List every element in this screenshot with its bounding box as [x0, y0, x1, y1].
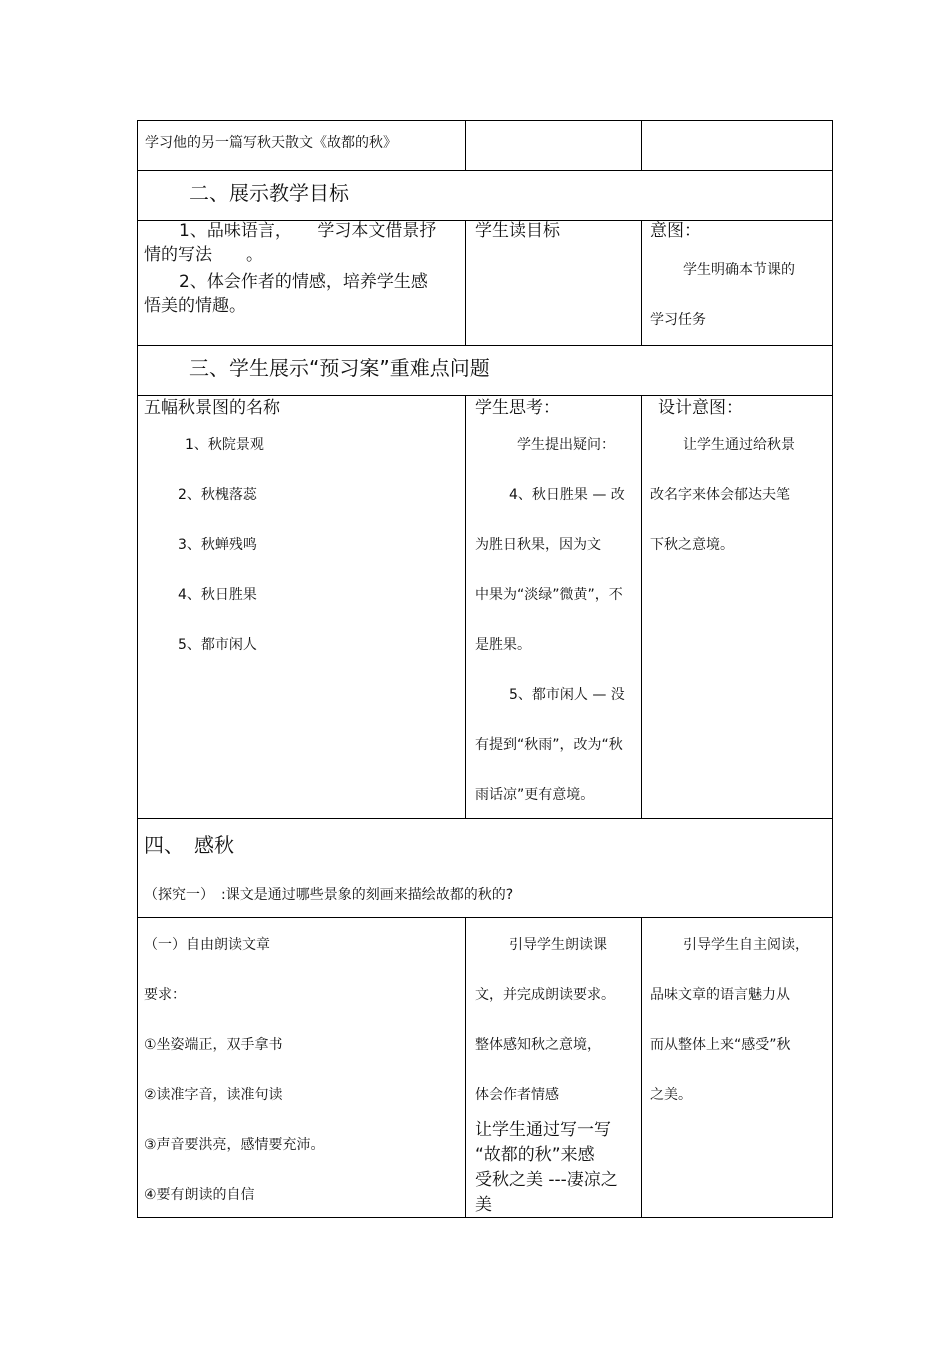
- student-thinking-line: 学生提出疑问：: [517, 437, 615, 453]
- landscape-item: 3、秋蝉残鸣: [178, 537, 257, 553]
- writing-task-line: 受秋之美 ---凄凉之: [475, 1170, 618, 1190]
- student-thinking-title: 学生思考：: [475, 398, 560, 418]
- student-read-goals: 学生读目标: [475, 221, 560, 241]
- guide-line: 体会作者情感: [475, 1087, 559, 1103]
- rule-left: [137, 120, 138, 1218]
- divider-b-sec2: [641, 220, 642, 346]
- reading-step: 要求：: [144, 987, 186, 1003]
- divider-a-row1: [465, 120, 466, 171]
- student-thinking-line: 中果为“淡绿”微黄”，不: [475, 587, 623, 603]
- student-thinking-line: 为胜日秋果，因为文: [475, 537, 601, 553]
- landscape-item: 1、秋院景观: [185, 437, 264, 453]
- intent-title: 意图：: [650, 221, 701, 241]
- guide-line: 整体感知秋之意境，: [475, 1037, 601, 1053]
- intent-line2: 学习任务: [650, 312, 706, 328]
- design-intent-line: 改名字来体会郁达夫笔: [650, 487, 790, 503]
- goal1-line2: 情的写法 。: [144, 245, 263, 265]
- rule-bottom: [137, 1217, 833, 1218]
- rule-sec3-title-bottom: [137, 395, 833, 396]
- divider-b-sec3: [641, 395, 642, 819]
- lesson-plan-table: [137, 120, 833, 1218]
- self-reading-line: 而从整体上来“感受”秋: [650, 1037, 791, 1053]
- row1-text: 学习他的另一篇写秋天散文《故都的秋》: [145, 135, 397, 151]
- self-reading-line: 品味文章的语言魅力从: [650, 987, 790, 1003]
- inquiry-question: （探究一） :课文是通过哪些景象的刻画来描绘故都的秋的?: [144, 887, 514, 903]
- landscape-names-title: 五幅秋景图的名称: [144, 398, 280, 418]
- landscape-item: 5、都市闲人: [178, 637, 257, 653]
- intent-line1: 学生明确本节课的: [683, 262, 795, 278]
- reading-step: ②读准字音，读准句读: [144, 1087, 283, 1103]
- design-intent-line: 让学生通过给秋景: [683, 437, 795, 453]
- divider-a-sec4: [465, 917, 466, 1218]
- self-reading-line: 之美。: [650, 1087, 692, 1103]
- student-thinking-line: 有提到“秋雨”，改为“秋: [475, 737, 623, 753]
- divider-b-sec4: [641, 917, 642, 1218]
- student-thinking-line: 4、秋日胜果 — 改: [509, 487, 625, 503]
- design-intent-title: 设计意图：: [658, 398, 743, 418]
- divider-b-row1: [641, 120, 642, 171]
- rule-sec4-title-bottom: [137, 917, 833, 918]
- writing-task-line: 美: [475, 1195, 492, 1215]
- rule-sec2-body-bottom: [137, 345, 833, 346]
- section2-title: 二、展示教学目标: [189, 181, 349, 205]
- section4-title: 四、 感秋: [144, 833, 234, 857]
- rule-sec3-body-bottom: [137, 818, 833, 819]
- student-thinking-line: 是胜果。: [475, 637, 531, 653]
- guide-line: 文，并完成朗读要求。: [475, 987, 615, 1003]
- goal2-line2: 悟美的情趣。: [144, 296, 246, 316]
- landscape-item: 2、秋槐落蕊: [178, 487, 257, 503]
- divider-a-sec2: [465, 220, 466, 346]
- student-thinking-line: 雨话凉”更有意境。: [475, 787, 595, 803]
- goal1-line1: 1、品味语言， 学习本文借景抒: [179, 221, 437, 241]
- design-intent-line: 下秋之意境。: [650, 537, 734, 553]
- writing-task-line: “故都的秋”来感: [475, 1145, 595, 1165]
- landscape-item: 4、秋日胜果: [178, 587, 257, 603]
- goal2-line1: 2、体会作者的情感，培养学生感: [179, 272, 428, 292]
- rule-right: [832, 120, 833, 1218]
- divider-a-sec3: [465, 395, 466, 819]
- rule-row1-bottom: [137, 170, 833, 171]
- rule-top: [137, 120, 833, 121]
- writing-task-line: 让学生通过写一写: [475, 1120, 611, 1140]
- student-thinking-line: 5、都市闲人 — 没: [509, 687, 625, 703]
- guide-line: 引导学生朗读课: [509, 937, 607, 953]
- reading-step: （一）自由朗读文章: [144, 937, 270, 953]
- reading-step: ①坐姿端正，双手拿书: [144, 1037, 283, 1053]
- self-reading-line: 引导学生自主阅读，: [683, 937, 809, 953]
- reading-step: ④要有朗读的自信: [144, 1187, 255, 1203]
- section3-title: 三、学生展示“预习案”重难点问题: [189, 356, 490, 380]
- reading-step: ③声音要洪亮，感情要充沛。: [144, 1137, 325, 1153]
